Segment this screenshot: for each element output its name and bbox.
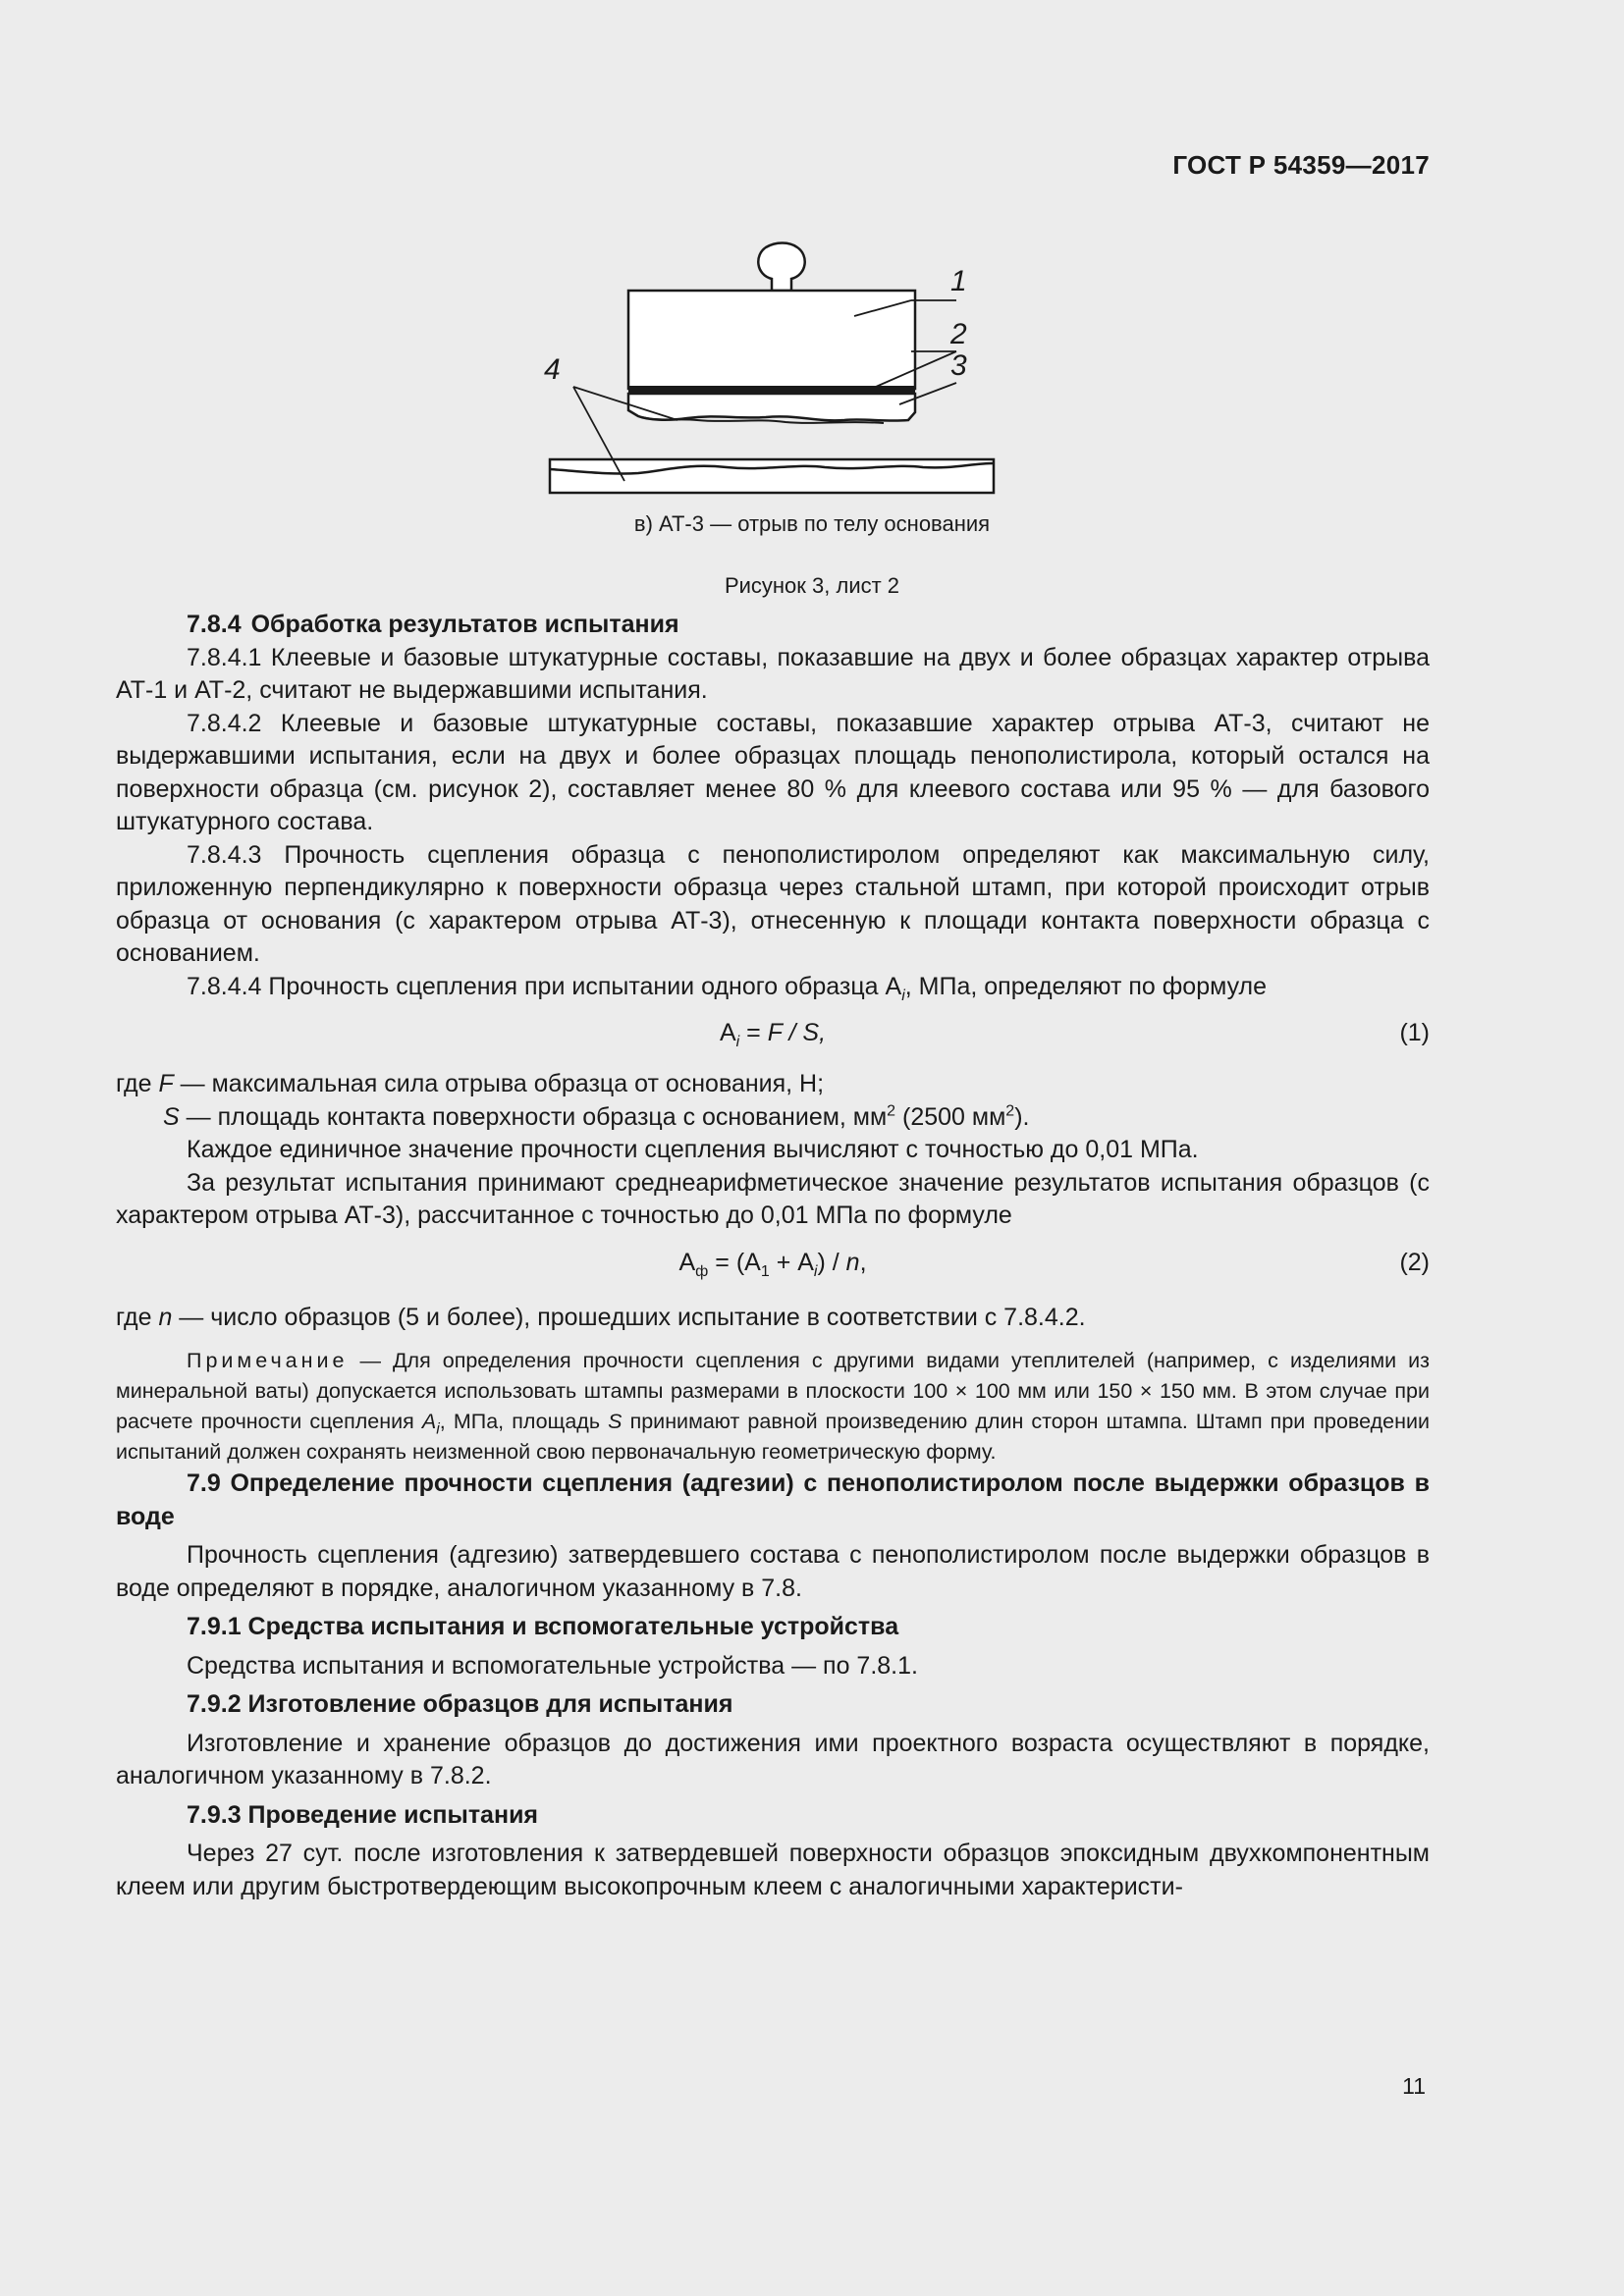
para-accuracy: Каждое единичное значение прочности сцепления вычисляют с точностью до 0,01 МПа. bbox=[187, 1136, 1199, 1163]
where-s: S — площадь контакта поверхности образца с основанием, $мм^2$ (2500 $мм^2$). bbox=[163, 1102, 1030, 1131]
para-7-9-1: Средства испытания и вспомогательные устройства — по 7.8.1. bbox=[187, 1651, 918, 1680]
formula-2-number: (2) bbox=[1399, 1248, 1430, 1276]
label-2: 2 bbox=[950, 318, 967, 350]
formula-2: $А_ф = (А_1 + А_i) / n$, (2) bbox=[678, 1248, 1430, 1280]
formula-1-number: (1) bbox=[1399, 1019, 1430, 1046]
page-number: 11 bbox=[1402, 2073, 1426, 2099]
para-7-8-4-2: 7.8.4.2 Клеевые и базовые штукатурные составы, показавшие характер отрыва АТ-3, считают не выдержавшими испытания, если на двух и более образцах площадь пенополистирола, который остался на поверхности образца (см. рисунок 2), составляет менее 80 % для клеевого состава или 95 % — для базового штукатурного состава. bbox=[116, 709, 1430, 835]
sample-layer bbox=[628, 394, 915, 421]
para-7-8-4-4: 7.8.4.4 Прочность сцепления при испытании одного образца $А_i$, МПа, определяют по формуле bbox=[187, 972, 1268, 1004]
label-1: 1 bbox=[950, 265, 967, 297]
document-code: ГОСТ Р 54359—2017 bbox=[1172, 150, 1430, 180]
para-7-9: Прочность сцепления (адгезию) затвердевшего состава с пенополистиролом после выдержки образцов в воде определяют в порядке, аналогичном указанному в 7.8. bbox=[116, 1541, 1430, 1602]
heading-7-9: 7.9 Определение прочности сцепления (адгезии) с пенополистиролом после выдержки образцов в воде bbox=[116, 1469, 1430, 1530]
para-average: За результат испытания принимают среднеарифметическое значение результатов испытания образцов (с характером отрыва АТ-3), рассчитанное с точностью до 0,01 МПа по формуле bbox=[116, 1168, 1430, 1229]
note-block: Примечание — Для определения прочности сцепления с другими видами утеплителей (например, с изделиями из минеральной ваты) допускается использовать штампы размерами в плоскости 100 × 100 мм или 150 × 150 мм. В этом случае при расчете прочности сцепления $А_i$, МПа, площадь S принимают равной произведению длин сторон штампа. Штамп при проведении испытаний должен сохранять неизменной свою первоначальную геометрическую форму. bbox=[116, 1349, 1430, 1464]
heading-7-9-3: 7.9.3 Проведение испытания bbox=[187, 1800, 539, 1829]
where-n: где n — число образцов (5 и более), прошедших испытание в соответствии с 7.8.4.2. bbox=[116, 1303, 1086, 1331]
para-7-8-4-1: 7.8.4.1 Клеевые и базовые штукатурные составы, показавшие на двух и более образцах характер отрыва АТ-1 и АТ-2, считают не выдержавшими испытания. bbox=[116, 643, 1430, 704]
heading-7-8-4: 7.8.4 Обработка результатов испытания bbox=[187, 611, 679, 638]
steel-stamp bbox=[628, 291, 915, 389]
heading-7-9-1: 7.9.1 Средства испытания и вспомогательные устройства bbox=[187, 1613, 899, 1640]
para-7-8-4-3: 7.8.4.3 Прочность сцепления образца с пенополистиролом определяют как максимальную силу, приложенную перпендикулярно к поверхности образца через стальной штамп, при которой происходит отрыв образца от основания (с характером отрыва АТ-3), отнесенную к площади контакта поверхности образца с основанием. bbox=[116, 840, 1430, 967]
formula-1: $А_i = F / S$, (1) bbox=[719, 1019, 1430, 1050]
where-f: где F — максимальная сила отрыва образца от основания, Н; bbox=[116, 1070, 825, 1097]
label-4: 4 bbox=[544, 353, 561, 386]
para-7-9-3: Через 27 сут. после изготовления к затвердевшей поверхности образцов эпоксидным двухкомпонентным клеем или другим быстротвердеющим высокопрочным клеем с аналогичными характеристи- bbox=[116, 1840, 1430, 1900]
main-text bbox=[116, 609, 1430, 1903]
stamp-handle bbox=[758, 243, 804, 292]
label-3: 3 bbox=[950, 349, 967, 382]
heading-7-9-2: 7.9.2 Изготовление образцов для испытания bbox=[187, 1690, 733, 1718]
para-7-9-2: Изготовление и хранение образцов до достижения ими проектного возраста осуществляют в порядке, аналогичном указанному в 7.8.2. bbox=[116, 1729, 1430, 1789]
figure-subcaption: в) АТ-3 — отрыв по телу основания bbox=[633, 511, 991, 536]
figure-at3-diagram bbox=[530, 228, 1021, 512]
figure-caption: Рисунок 3, лист 2 bbox=[724, 573, 900, 598]
